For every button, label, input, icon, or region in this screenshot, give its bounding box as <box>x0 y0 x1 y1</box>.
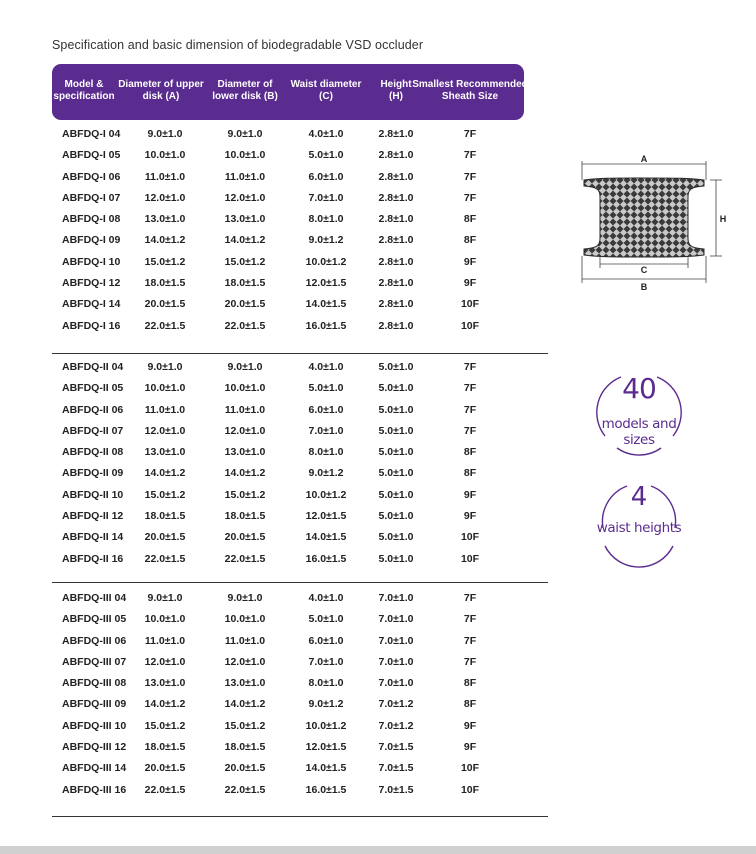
waist-cell: 12.0±1.5 <box>305 741 347 754</box>
waist-cell: 9.0±1.2 <box>308 234 344 247</box>
model-cell: ABFDQ-II 14 <box>62 531 124 544</box>
waist-cell: 12.0±1.5 <box>305 510 347 523</box>
waist-cell: 4.0±1.0 <box>308 592 344 604</box>
upper-disk-cell: 18.0±1.5 <box>144 510 186 523</box>
height-cell: 7.0±1.2 <box>378 719 414 732</box>
badge-heights <box>591 476 687 572</box>
page-title: Specification and basic dimension of biodegradable VSD occluder <box>52 38 424 52</box>
waist-cell: 14.0±1.5 <box>305 531 347 544</box>
waist-cell: 8.0±1.0 <box>308 677 344 690</box>
sheath-cell: 10F <box>460 298 480 311</box>
height-cell: 7.0±1.5 <box>378 741 414 754</box>
model-cell: ABFDQ-I 14 <box>62 298 121 311</box>
table-row <box>52 485 548 506</box>
sheath-cell: 7F <box>463 128 477 140</box>
label-a: A <box>640 154 648 164</box>
table-row <box>52 230 548 251</box>
waist-cell: 12.0±1.5 <box>305 277 347 290</box>
waist-cell: 16.0±1.5 <box>305 783 347 796</box>
table-row <box>52 378 548 399</box>
model-cell: ABFDQ-III 04 <box>62 592 127 604</box>
label-c: C <box>640 265 648 275</box>
upper-disk-cell: 22.0±1.5 <box>144 783 186 796</box>
model-cell: ABFDQ-III 07 <box>62 655 127 668</box>
waist-cell: 8.0±1.0 <box>308 446 344 459</box>
upper-disk-cell: 9.0±1.0 <box>147 592 183 604</box>
table-row <box>52 694 548 715</box>
sheath-cell: 8F <box>463 698 477 711</box>
table-header <box>52 64 528 120</box>
waist-cell: 6.0±1.0 <box>308 634 344 647</box>
table-row <box>52 252 548 273</box>
sheath-cell: 7F <box>463 655 477 668</box>
model-cell: ABFDQ-III 14 <box>62 762 127 775</box>
table-row <box>52 145 548 166</box>
height-cell: 5.0±1.0 <box>378 424 414 437</box>
height-cell: 7.0±1.0 <box>378 592 414 604</box>
height-cell: 5.0±1.0 <box>378 382 414 395</box>
label-h: H <box>719 214 727 224</box>
height-cell: 5.0±1.0 <box>378 467 414 480</box>
table-bottom-rule <box>52 816 548 817</box>
waist-cell: 10.0±1.2 <box>305 719 347 732</box>
height-cell: 7.0±1.5 <box>378 783 414 796</box>
upper-disk-cell: 11.0±1.0 <box>144 170 186 183</box>
lower-disk-cell: 15.0±1.2 <box>224 488 266 501</box>
waist-cell: 14.0±1.5 <box>305 762 347 775</box>
waist-cell: 7.0±1.0 <box>308 424 344 437</box>
table-row <box>52 357 548 378</box>
lower-disk-cell: 22.0±1.5 <box>224 319 266 332</box>
height-cell: 2.8±1.0 <box>378 213 414 226</box>
lower-disk-cell: 22.0±1.5 <box>224 783 266 796</box>
model-cell: ABFDQ-III 09 <box>62 698 127 711</box>
height-cell: 5.0±1.0 <box>378 552 414 565</box>
sheath-cell: 7F <box>463 361 477 373</box>
waist-cell: 4.0±1.0 <box>308 128 344 140</box>
model-cell: ABFDQ-II 04 <box>62 361 124 373</box>
lower-disk-cell: 22.0±1.5 <box>224 552 266 565</box>
upper-disk-cell: 15.0±1.2 <box>144 488 186 501</box>
height-cell: 7.0±1.0 <box>378 677 414 690</box>
badge-heights-text: waist heights <box>596 520 682 536</box>
waist-cell: 16.0±1.5 <box>305 319 347 332</box>
model-cell: ABFDQ-I 10 <box>62 255 121 268</box>
header-waist: Waist diameter (C) <box>290 79 362 102</box>
model-cell: ABFDQ-I 04 <box>62 128 121 140</box>
upper-disk-cell: 18.0±1.5 <box>144 277 186 290</box>
table-row <box>52 631 548 652</box>
waist-cell: 9.0±1.2 <box>308 467 344 480</box>
model-cell: ABFDQ-II 09 <box>62 467 124 480</box>
lower-disk-cell: 13.0±1.0 <box>224 446 266 459</box>
header-sheath: Smallest Recommended Sheath Size <box>412 79 528 102</box>
lower-disk-cell: 12.0±1.0 <box>224 655 266 668</box>
label-b: B <box>640 282 648 292</box>
table-row <box>52 506 548 527</box>
table-row <box>52 316 548 337</box>
upper-disk-cell: 9.0±1.0 <box>147 128 183 140</box>
height-cell: 7.0±1.0 <box>378 634 414 647</box>
model-cell: ABFDQ-I 08 <box>62 213 121 226</box>
model-cell: ABFDQ-I 05 <box>62 149 121 162</box>
model-cell: ABFDQ-III 05 <box>62 613 127 626</box>
sheath-cell: 10F <box>460 783 480 796</box>
sheath-cell: 7F <box>463 403 477 416</box>
waist-cell: 7.0±1.0 <box>308 655 344 668</box>
sheath-cell: 10F <box>460 552 480 565</box>
table-row <box>52 167 548 188</box>
sheath-cell: 9F <box>463 719 477 732</box>
height-cell: 5.0±1.0 <box>378 488 414 501</box>
header-height: Height (H) <box>380 79 412 102</box>
height-cell: 5.0±1.0 <box>378 403 414 416</box>
waist-cell: 5.0±1.0 <box>308 382 344 395</box>
waist-cell: 10.0±1.2 <box>305 488 347 501</box>
upper-disk-cell: 11.0±1.0 <box>144 403 186 416</box>
waist-cell: 7.0±1.0 <box>308 191 344 204</box>
lower-disk-cell: 10.0±1.0 <box>224 613 266 626</box>
model-cell: ABFDQ-III 08 <box>62 677 127 690</box>
upper-disk-cell: 12.0±1.0 <box>144 424 186 437</box>
model-cell: ABFDQ-I 09 <box>62 234 121 247</box>
lower-disk-cell: 9.0±1.0 <box>227 128 263 140</box>
table-group <box>52 588 548 801</box>
upper-disk-cell: 22.0±1.5 <box>144 552 186 565</box>
sheath-cell: 7F <box>463 592 477 604</box>
lower-disk-cell: 18.0±1.5 <box>224 741 266 754</box>
upper-disk-cell: 12.0±1.0 <box>144 191 186 204</box>
sheath-cell: 8F <box>463 213 477 226</box>
height-cell: 7.0±1.2 <box>378 698 414 711</box>
sheath-cell: 8F <box>463 677 477 690</box>
model-cell: ABFDQ-II 06 <box>62 403 124 416</box>
waist-cell: 6.0±1.0 <box>308 403 344 416</box>
lower-disk-cell: 15.0±1.2 <box>224 255 266 268</box>
upper-disk-cell: 20.0±1.5 <box>144 762 186 775</box>
lower-disk-cell: 18.0±1.5 <box>224 510 266 523</box>
table-row <box>52 527 548 548</box>
lower-disk-cell: 10.0±1.0 <box>224 149 266 162</box>
table-row <box>52 737 548 758</box>
lower-disk-cell: 12.0±1.0 <box>224 191 266 204</box>
table-group <box>52 357 548 570</box>
group-divider <box>52 582 548 583</box>
upper-disk-cell: 10.0±1.0 <box>144 149 186 162</box>
table-row <box>52 421 548 442</box>
header-model: Model & specification <box>53 79 115 102</box>
table-row <box>52 400 548 421</box>
upper-disk-cell: 9.0±1.0 <box>147 361 183 373</box>
height-cell: 5.0±1.0 <box>378 510 414 523</box>
sheath-cell: 9F <box>463 488 477 501</box>
table-row <box>52 652 548 673</box>
lower-disk-cell: 18.0±1.5 <box>224 277 266 290</box>
waist-cell: 6.0±1.0 <box>308 170 344 183</box>
upper-disk-cell: 12.0±1.0 <box>144 655 186 668</box>
lower-disk-cell: 9.0±1.0 <box>227 592 263 604</box>
table-group <box>52 124 548 337</box>
model-cell: ABFDQ-II 12 <box>62 510 124 523</box>
table-row <box>52 463 548 484</box>
upper-disk-cell: 22.0±1.5 <box>144 319 186 332</box>
height-cell: 2.8±1.0 <box>378 319 414 332</box>
upper-disk-cell: 11.0±1.0 <box>144 634 186 647</box>
table-row <box>52 124 548 145</box>
sheath-cell: 7F <box>463 613 477 626</box>
waist-cell: 5.0±1.0 <box>308 149 344 162</box>
badge-models-number: 40 <box>622 372 656 405</box>
upper-disk-cell: 18.0±1.5 <box>144 741 186 754</box>
waist-cell: 16.0±1.5 <box>305 552 347 565</box>
lower-disk-cell: 14.0±1.2 <box>224 234 266 247</box>
header-upper-disk: Diameter of upper disk (A) <box>118 79 204 102</box>
lower-disk-cell: 15.0±1.2 <box>224 719 266 732</box>
height-cell: 2.8±1.0 <box>378 170 414 183</box>
badge-models-text: models and sizes <box>601 416 677 448</box>
table-row <box>52 442 548 463</box>
lower-disk-cell: 13.0±1.0 <box>224 677 266 690</box>
lower-disk-cell: 9.0±1.0 <box>227 361 263 373</box>
model-cell: ABFDQ-II 16 <box>62 552 124 565</box>
lower-disk-cell: 12.0±1.0 <box>224 424 266 437</box>
lower-disk-cell: 10.0±1.0 <box>224 382 266 395</box>
height-cell: 5.0±1.0 <box>378 531 414 544</box>
sheath-cell: 10F <box>460 762 480 775</box>
table-row <box>52 673 548 694</box>
height-cell: 2.8±1.0 <box>378 234 414 247</box>
upper-disk-cell: 10.0±1.0 <box>144 613 186 626</box>
lower-disk-cell: 20.0±1.5 <box>224 298 266 311</box>
model-cell: ABFDQ-III 06 <box>62 634 127 647</box>
lower-disk-cell: 13.0±1.0 <box>224 213 266 226</box>
table-row <box>52 588 548 609</box>
lower-disk-cell: 11.0±1.0 <box>224 403 266 416</box>
table-row <box>52 273 548 294</box>
group-divider <box>52 353 548 354</box>
waist-cell: 8.0±1.0 <box>308 213 344 226</box>
sheath-cell: 7F <box>463 424 477 437</box>
badge-models <box>591 366 687 462</box>
upper-disk-cell: 13.0±1.0 <box>144 213 186 226</box>
lower-disk-cell: 14.0±1.2 <box>224 467 266 480</box>
lower-disk-cell: 11.0±1.0 <box>224 170 266 183</box>
model-cell: ABFDQ-II 10 <box>62 488 124 501</box>
sheath-cell: 10F <box>460 531 480 544</box>
sheath-cell: 9F <box>463 510 477 523</box>
lower-disk-cell: 20.0±1.5 <box>224 531 266 544</box>
sheath-cell: 9F <box>463 741 477 754</box>
upper-disk-cell: 15.0±1.2 <box>144 719 186 732</box>
waist-cell: 9.0±1.2 <box>308 698 344 711</box>
height-cell: 2.8±1.0 <box>378 191 414 204</box>
sheath-cell: 8F <box>463 467 477 480</box>
height-cell: 2.8±1.0 <box>378 128 414 140</box>
height-cell: 2.8±1.0 <box>378 277 414 290</box>
model-cell: ABFDQ-II 07 <box>62 424 124 437</box>
model-cell: ABFDQ-I 16 <box>62 319 121 332</box>
height-cell: 2.8±1.0 <box>378 298 414 311</box>
lower-disk-cell: 11.0±1.0 <box>224 634 266 647</box>
sheath-cell: 7F <box>463 382 477 395</box>
model-cell: ABFDQ-II 05 <box>62 382 124 395</box>
waist-cell: 4.0±1.0 <box>308 361 344 373</box>
sheath-cell: 9F <box>463 277 477 290</box>
table-row <box>52 209 548 230</box>
model-cell: ABFDQ-I 06 <box>62 170 121 183</box>
model-cell: ABFDQ-III 10 <box>62 719 127 732</box>
lower-disk-cell: 20.0±1.5 <box>224 762 266 775</box>
waist-cell: 14.0±1.5 <box>305 298 347 311</box>
model-cell: ABFDQ-III 16 <box>62 783 127 796</box>
upper-disk-cell: 14.0±1.2 <box>144 698 186 711</box>
sheath-cell: 7F <box>463 191 477 204</box>
waist-cell: 10.0±1.2 <box>305 255 347 268</box>
model-cell: ABFDQ-I 07 <box>62 191 121 204</box>
sheath-cell: 8F <box>463 234 477 247</box>
upper-disk-cell: 20.0±1.5 <box>144 298 186 311</box>
table-row <box>52 780 548 801</box>
badge-heights-number: 4 <box>630 482 648 512</box>
table-row <box>52 609 548 630</box>
header-lower-disk: Diameter of lower disk (B) <box>212 79 278 102</box>
upper-disk-cell: 13.0±1.0 <box>144 677 186 690</box>
upper-disk-cell: 20.0±1.5 <box>144 531 186 544</box>
table-row <box>52 294 548 315</box>
sheath-cell: 9F <box>463 255 477 268</box>
model-cell: ABFDQ-I 12 <box>62 277 121 290</box>
upper-disk-cell: 15.0±1.2 <box>144 255 186 268</box>
upper-disk-cell: 14.0±1.2 <box>144 467 186 480</box>
lower-disk-cell: 14.0±1.2 <box>224 698 266 711</box>
height-cell: 5.0±1.0 <box>378 361 414 373</box>
sheath-cell: 7F <box>463 149 477 162</box>
model-cell: ABFDQ-III 12 <box>62 741 127 754</box>
height-cell: 2.8±1.0 <box>378 255 414 268</box>
table-row <box>52 188 548 209</box>
model-cell: ABFDQ-II 08 <box>62 446 124 459</box>
table-row <box>52 716 548 737</box>
height-cell: 7.0±1.0 <box>378 655 414 668</box>
upper-disk-cell: 10.0±1.0 <box>144 382 186 395</box>
footer-bar <box>0 846 756 854</box>
occluder-diagram <box>578 152 728 300</box>
table-row <box>52 549 548 570</box>
sheath-cell: 7F <box>463 634 477 647</box>
waist-cell: 5.0±1.0 <box>308 613 344 626</box>
height-cell: 5.0±1.0 <box>378 446 414 459</box>
sheath-cell: 10F <box>460 319 480 332</box>
table-row <box>52 758 548 779</box>
height-cell: 2.8±1.0 <box>378 149 414 162</box>
sheath-cell: 8F <box>463 446 477 459</box>
height-cell: 7.0±1.0 <box>378 613 414 626</box>
upper-disk-cell: 14.0±1.2 <box>144 234 186 247</box>
sheath-cell: 7F <box>463 170 477 183</box>
upper-disk-cell: 13.0±1.0 <box>144 446 186 459</box>
height-cell: 7.0±1.5 <box>378 762 414 775</box>
